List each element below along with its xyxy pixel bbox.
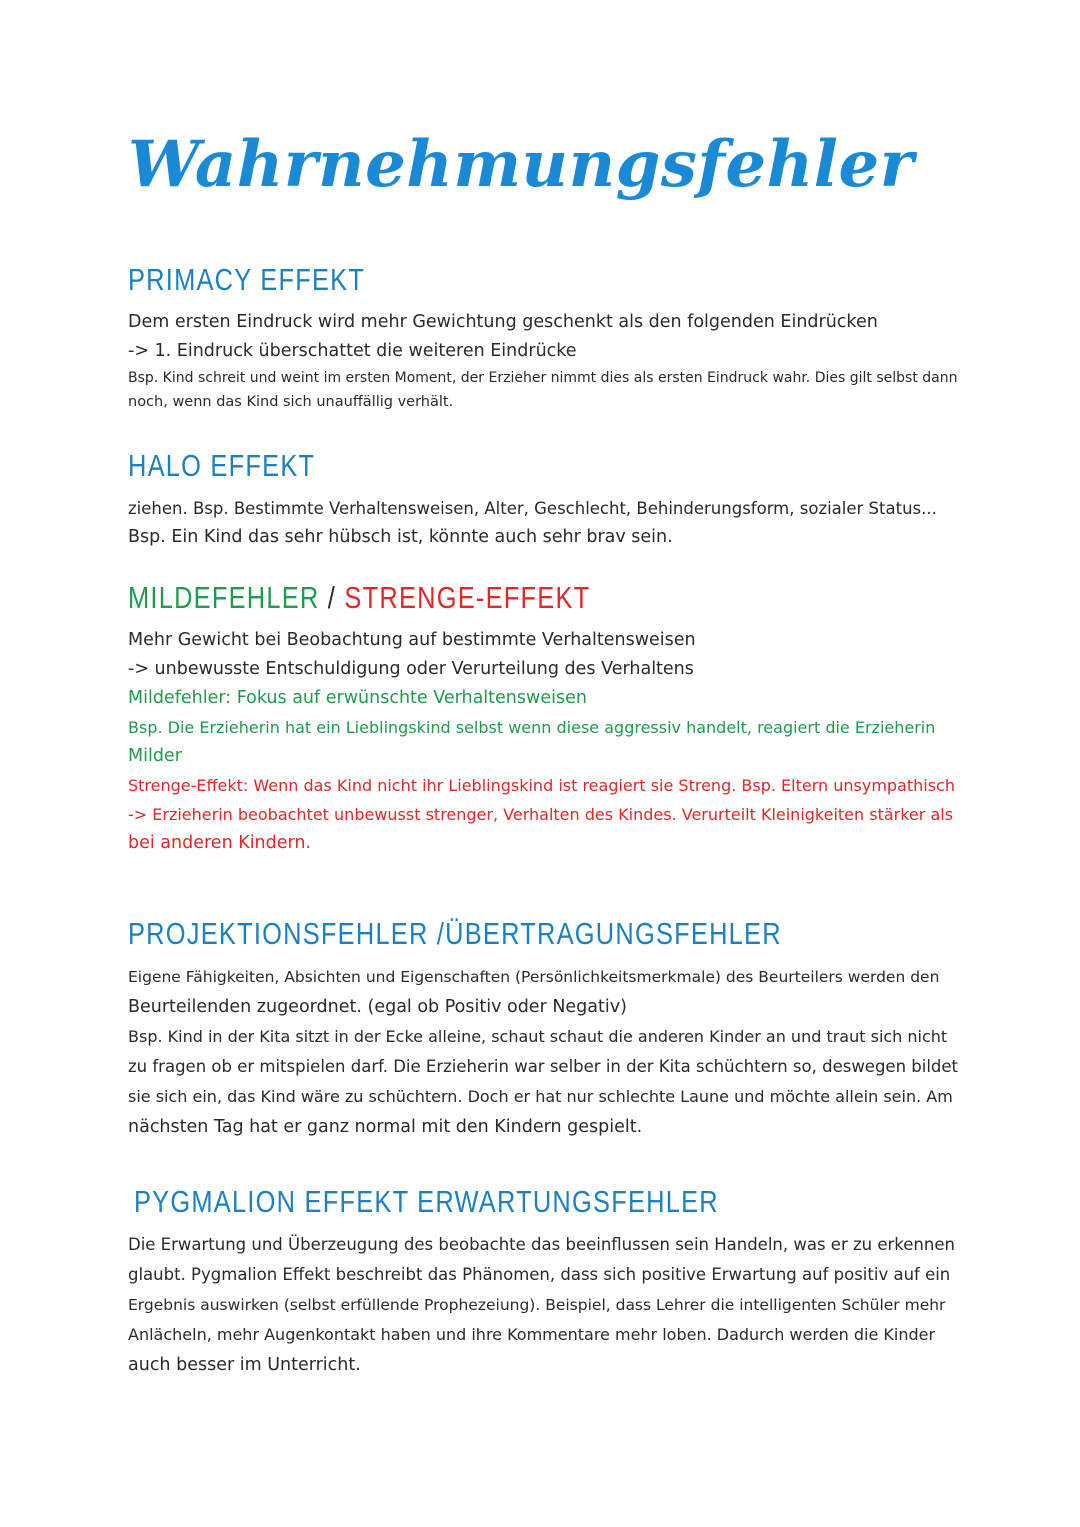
mildefehler-example-line-1: Bsp. Die Erzieherin hat ein Lieblingskind selbst wenn diese aggressiv handelt, reagiert die Erzieherin — [128, 718, 936, 737]
strenge-effekt-line-1: Strenge-Effekt: Wenn das Kind nicht ihr Lieblingskind ist reagiert sie Streng. Bsp. Eltern unsympathisch — [128, 776, 955, 795]
pygmalion-line-2: glaubt. Pygmalion Effekt beschreibt das Phänomen, dass sich positive Erwartung auf positiv auf ein — [128, 1265, 951, 1284]
section-projektionsfehler — [128, 912, 958, 1142]
projektion-line-1: Eigene Fähigkeiten, Absichten und Eigenschaften (Persönlichkeitsmerkmale) des Beurteilers werden den — [128, 968, 940, 986]
primacy-example-line-1: Bsp. Kind schreit und weint im ersten Moment, der Erzieher nimmt dies als ersten Eindruck wahr. Dies gilt selbst dann — [128, 370, 958, 386]
milde-line-1: Mehr Gewicht bei Beobachtung auf bestimmte Verhaltensweisen — [128, 630, 696, 650]
primacy-line-1: Dem ersten Eindruck wird mehr Gewichtung geschenkt als den folgenden Eindrücken — [128, 312, 878, 332]
mildefehler-definition: Mildefehler: Fokus auf erwünschte Verhaltensweisen — [128, 688, 587, 708]
strenge-effekt-line-3: bei anderen Kindern. — [128, 833, 312, 853]
section-pygmalion-effekt — [128, 1180, 958, 1380]
projektion-line-2: Beurteilenden zugeordnet. (egal ob Positiv oder Negativ) — [128, 997, 627, 1017]
heading-mildefehler-strenge-effekt — [128, 576, 809, 620]
projektion-line-5: sie sich ein, das Kind wäre zu schüchtern. Doch er hat nur schlechte Laune und möchte allein sein. Am — [128, 1087, 953, 1106]
primacy-example-line-2: noch, wenn das Kind sich unauffällig verhält. — [128, 394, 454, 410]
pygmalion-line-1: Die Erwartung und Überzeugung des beobachte das beeinflussen sein Handeln, was er zu erkennen — [128, 1235, 955, 1254]
section-halo-effekt — [128, 444, 958, 552]
page-title: Wahrnehmungsfehler — [128, 127, 914, 202]
milde-line-2: -> unbewusste Entschuldigung oder Verurteilung des Verhaltens — [128, 659, 694, 679]
halo-line-2: Bsp. Ein Kind das sehr hübsch ist, könnte auch sehr brav sein. — [128, 527, 673, 547]
projektion-line-4: zu fragen ob er mitspielen darf. Die Erzieherin war selber in der Kita schüchtern so, deswegen bildet — [128, 1057, 959, 1076]
section-mildefehler-strenge-effekt — [128, 576, 958, 858]
heading-halo-effekt: HALO EFFEKT — [128, 448, 316, 483]
pygmalion-line-4: Anlächeln, mehr Augenkontakt haben und ihre Kommentare mehr loben. Dadurch werden die Kinder — [128, 1325, 936, 1344]
heading-pygmalion-effekt: PYGMALION EFFEKT ERWARTUNGSFEHLER — [134, 1184, 719, 1219]
heading-primacy-effekt: PRIMACY EFFEKT — [128, 262, 366, 297]
projektion-line-6: nächsten Tag hat er ganz normal mit den Kindern gespielt. — [128, 1117, 643, 1137]
heading-strenge-effekt: STRENGE-EFFEKT — [344, 580, 591, 615]
halo-line-1: ziehen. Bsp. Bestimmte Verhaltensweisen, Alter, Geschlecht, Behinderungsform, sozialer Status... — [128, 499, 937, 518]
heading-separator: / — [327, 580, 337, 615]
pygmalion-line-3: Ergebnis auswirken (selbst erfüllende Prophezeiung). Beispiel, dass Lehrer die intelligenten Schüler mehr — [128, 1296, 946, 1314]
mildefehler-example-line-2: Milder — [128, 746, 182, 766]
heading-projektionsfehler: PROJEKTIONSFEHLER /ÜBERTRAGUNGSFEHLER — [128, 916, 782, 951]
section-primacy-effekt — [128, 258, 958, 414]
projektion-line-3: Bsp. Kind in der Kita sitzt in der Ecke alleine, schaut schaut die anderen Kinder an und traut sich nicht — [128, 1027, 948, 1046]
heading-mildefehler: MILDEFEHLER — [128, 580, 320, 615]
pygmalion-line-5: auch besser im Unterricht. — [128, 1355, 361, 1375]
primacy-line-2: -> 1. Eindruck überschattet die weiteren Eindrücke — [128, 341, 577, 361]
strenge-effekt-line-2: -> Erzieherin beobachtet unbewusst strenger, Verhalten des Kindes. Verurteilt Kleinigkeiten stärker als — [128, 805, 954, 824]
